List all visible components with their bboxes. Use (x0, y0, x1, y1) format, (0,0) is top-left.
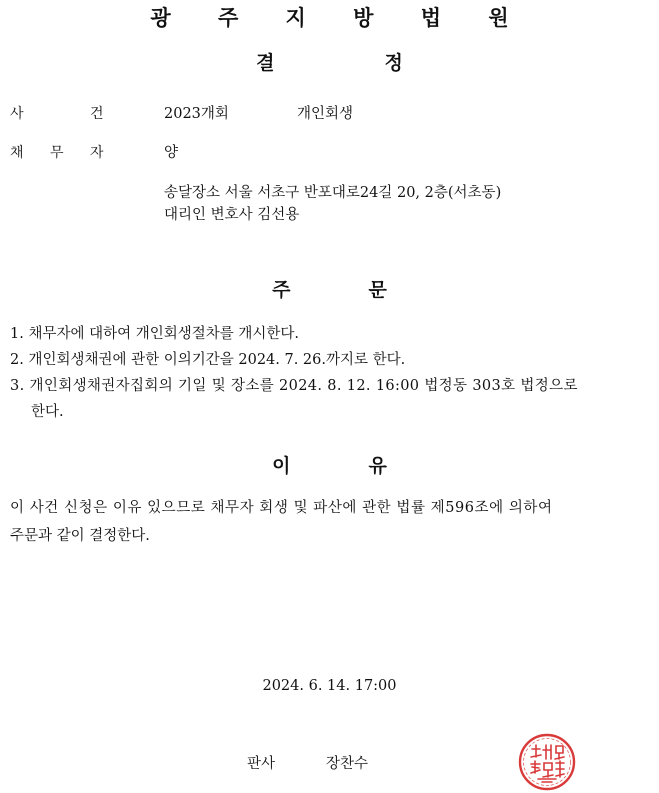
order-item-1: 1. 채무자에 대하여 개인회생절차를 개시한다. (10, 326, 300, 342)
judge-name: 장찬수 (326, 756, 369, 772)
case-type: 개인회생 (297, 106, 354, 122)
reason-line-2: 주문과 같이 결정한다. (10, 528, 150, 544)
debtor-service-address: 송달장소 서울 서초구 반포대로24길 20, 2층(서초동) (164, 185, 502, 201)
debtor-name: 양 (164, 145, 179, 161)
order-item-2: 2. 개인회생채권에 관한 이의기간을 2024. 7. 26.까지로 한다. (10, 352, 406, 368)
order-heading (0, 275, 659, 302)
document-title (0, 48, 659, 75)
court-name: 광 주 지 방 법 원 (150, 5, 529, 30)
case-number: 2023개회 (164, 106, 229, 122)
debtor-label-char-2: 무 (50, 145, 64, 161)
debtor-label-char-3: 자 (90, 145, 104, 161)
debtor-label-char-1: 채 (10, 145, 24, 161)
order-heading-char-1: 주 (272, 279, 291, 301)
debtor-agent: 대리인 변호사 김선용 (164, 207, 300, 223)
document-title-char-2: 정 (384, 52, 403, 74)
reason-line-1: 이 사건 신청은 이유 있으므로 채무자 회생 및 파산에 관한 법률 제596조에 의하여 (10, 500, 553, 516)
document-title-char-1: 결 (256, 52, 275, 74)
order-heading-char-2: 문 (368, 279, 387, 301)
reason-heading-char-2: 유 (368, 455, 387, 477)
case-label-char-1: 사 (10, 106, 24, 122)
reason-heading (0, 451, 659, 478)
judge-title: 판사 (247, 756, 276, 772)
judge-seal-stamp (518, 733, 576, 791)
order-item-3: 3. 개인회생채권자집회의 기일 및 장소를 2024. 8. 12. 16:00 법정동 303호 법정으로 (10, 378, 578, 394)
reason-heading-char-1: 이 (272, 455, 291, 477)
order-item-3-continued: 한다. (31, 404, 64, 420)
case-label-char-2: 건 (90, 106, 104, 122)
decision-date: 2024. 6. 14. 17:00 (262, 678, 397, 694)
